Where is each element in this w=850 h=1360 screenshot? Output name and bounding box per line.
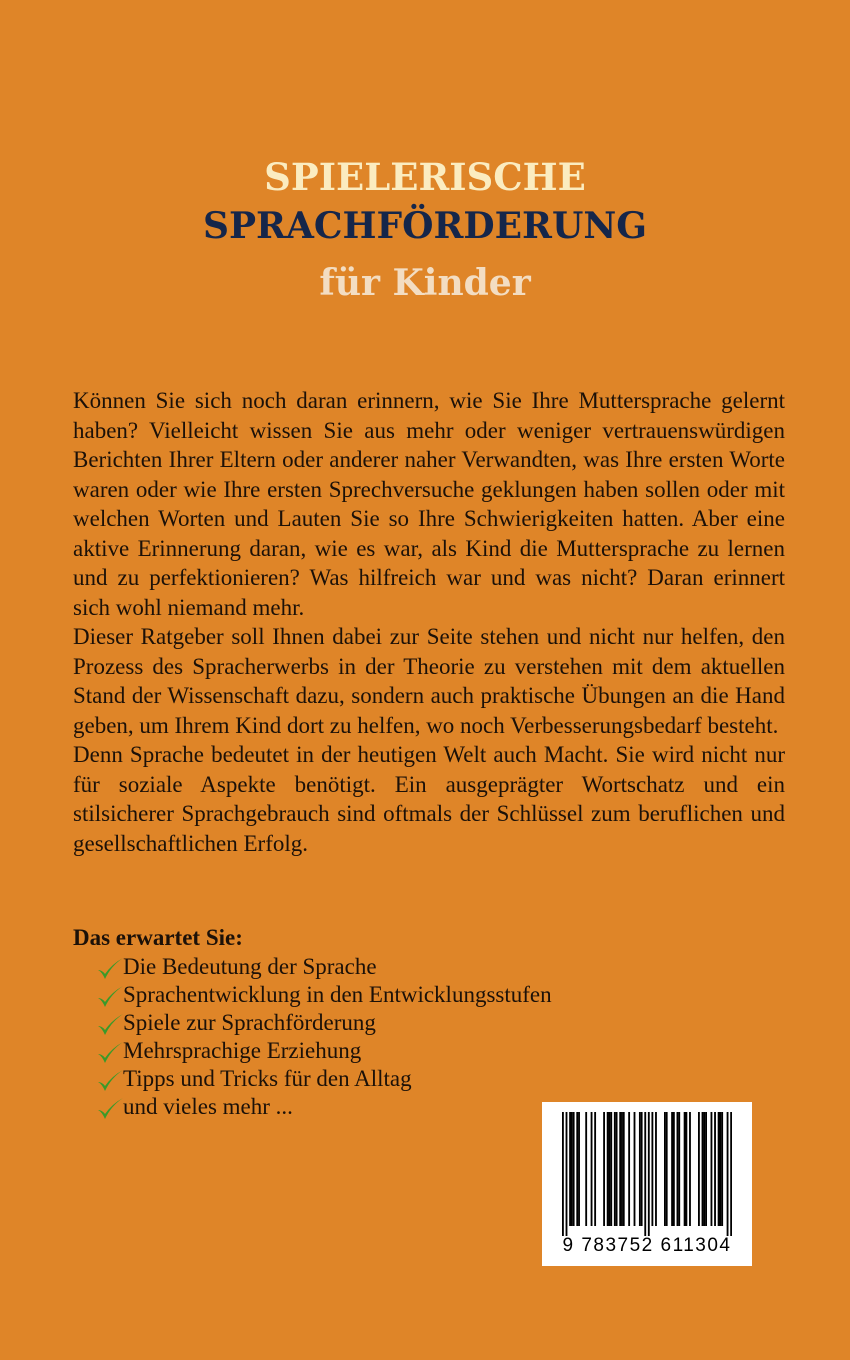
checkmark-icon [96,1011,124,1039]
barcode-bar [655,1112,657,1226]
features-heading: Das erwartet Sie: [73,925,243,950]
title-line-1: SPIELERISCHE [264,155,586,199]
feature-label: Sprachentwicklung in den Entwicklungsstufen [123,982,552,1007]
barcode-bar [578,1112,580,1226]
barcode-bar [664,1112,666,1226]
blurb-paragraph: Dieser Ratgeber soll Ihnen dabei zur Seite stehen und nicht nur helfen, den Prozess des Spracherwerbs in der Theorie zu verstehen mit dem aktuellen Stand der Wissenschaft dazu, sondern auch praktische Übungen an die Hand geben, um Ihrem Kind dort zu helfen, wo noch Verbesserungsbedarf besteht. [73,624,785,738]
barcode-bar [689,1112,691,1226]
barcode-bar [719,1112,721,1226]
checkmark-icon [96,1095,124,1123]
checkmark-icon [96,1039,124,1067]
barcode-bar [569,1112,571,1226]
barcode-bar [619,1112,621,1226]
feature-label: Die Bedeutung der Sprache [123,954,377,979]
barcode-bar [585,1112,587,1226]
barcode-bar [673,1112,675,1226]
list-item [96,953,552,981]
title-line-3: für Kinder [319,262,531,304]
barcode-bar [718,1112,720,1226]
barcode-bar [621,1112,623,1226]
barcode-bar [730,1112,732,1236]
barcode-bar [616,1112,618,1226]
feature-label: und vieles mehr ... [123,1094,293,1119]
barcode-bar [614,1112,616,1226]
barcode-bar [727,1112,729,1236]
barcode-bar [678,1112,680,1226]
barcode-bar [609,1112,611,1226]
checkmark-icon [96,1067,124,1095]
barcode-bar [677,1112,679,1226]
barcode-bar [644,1112,646,1236]
blurb-paragraph: Können Sie sich noch daran erinnern, wie Sie Ihre Muttersprache gelernt haben? Vielleicht wissen Sie aus mehr oder weniger vertrauenswürdigen Berichten Ihrer Eltern oder anderer naher Verwandten, was Ihre ersten Worte waren oder wie Ihre ersten Sprechversuche geklungen haben sollen oder mit welchen Worten und Lauten Sie so Ihre Schwierigkeiten hatten. Aber eine aktive Erinnerung daran, wie es war, als Kind die Muttersprache zu lernen und zu perfektionieren? Was hilfreich war und was nicht? Daran erinnert sich wohl niemand mehr. [73,388,785,620]
barcode-bar [628,1112,630,1226]
blurb-paragraph: Denn Sprache bedeutet in der heutigen Welt auch Macht. Sie wird nicht nur für soziale Aspekte benötigt. Ein ausgeprägter Wortschatz und ein stilsicherer Sprachgebrauch sind oftmals der Schlüssel zum beruflichen und gesellschaftlichen Erfolg. [73,742,785,856]
barcode-bar [610,1112,612,1226]
feature-label: Mehrsprachige Erziehung [123,1038,362,1063]
barcode-bar [711,1112,713,1226]
blurb-text [73,386,785,858]
barcode-bar [651,1112,653,1226]
barcode-bar [721,1112,723,1226]
barcode-bar [607,1112,609,1226]
barcode-bar [703,1112,705,1226]
barcode-bar [698,1112,700,1226]
barcode-bar [562,1112,564,1236]
barcode-bar [623,1112,625,1226]
features-list [96,953,552,1121]
isbn-number: 9 783752 611304 [562,1235,732,1256]
barcode-bar [603,1112,605,1226]
barcode-bar [666,1112,668,1226]
barcode-bar [639,1112,641,1226]
feature-label: Spiele zur Sprachförderung [123,1010,376,1035]
barcode-bar [591,1112,593,1226]
barcode-bar [671,1112,673,1226]
list-item [96,1037,552,1065]
barcode-bar [571,1112,573,1226]
barcode-bar [573,1112,575,1226]
list-item [96,1065,552,1093]
barcode-box [542,1102,752,1266]
list-item [96,981,552,1009]
barcode-bar [641,1112,643,1226]
barcode-bar [634,1112,636,1226]
barcode [562,1112,732,1236]
barcode-bar [714,1112,716,1226]
barcode-bar [576,1112,578,1226]
barcode-bar [594,1112,596,1226]
feature-label: Tipps und Tricks für den Alltag [123,1066,412,1091]
list-item [96,1093,552,1121]
list-item [96,1009,552,1037]
barcode-bar [685,1112,687,1226]
barcode-bar [684,1112,686,1226]
checkmark-icon [96,983,124,1011]
barcode-bar [702,1112,704,1226]
barcode-bar [566,1112,568,1236]
barcode-bar [705,1112,707,1226]
title-line-2: SPRACHFÖRDERUNG [202,205,648,247]
checkmark-icon [96,955,124,983]
barcode-bar [648,1112,650,1236]
